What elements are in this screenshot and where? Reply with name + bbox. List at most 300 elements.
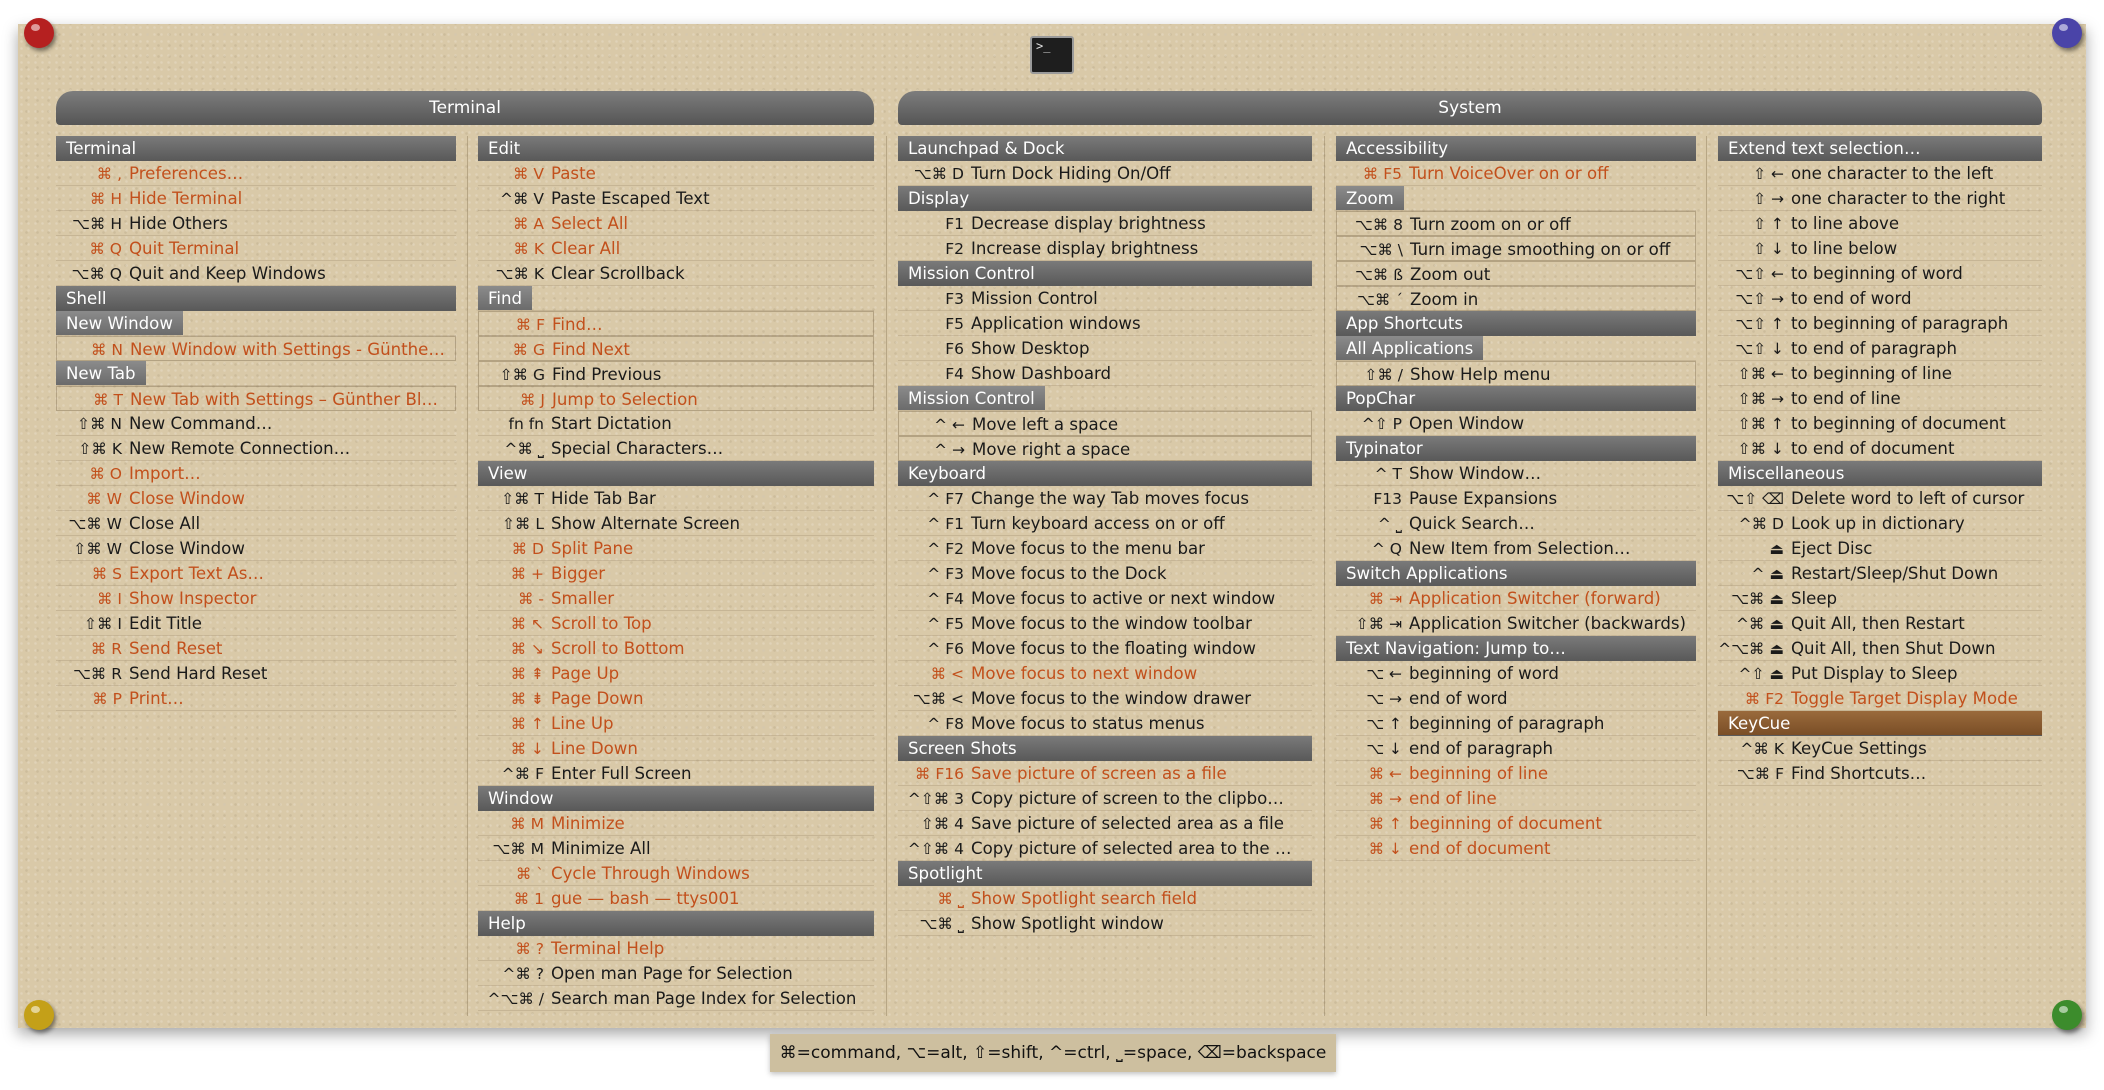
shortcut-label: Paste Escaped Text: [551, 189, 710, 208]
shortcut-keys: F5: [945, 315, 964, 333]
terminal-banner: Terminal: [56, 91, 874, 125]
shortcut-row[interactable]: [1718, 561, 2042, 586]
shortcut-label: Show Spotlight window: [971, 914, 1164, 933]
shortcut-row[interactable]: [1336, 511, 1696, 536]
column-divider: [1706, 136, 1707, 1016]
shortcut-row[interactable]: [56, 586, 456, 611]
shortcut-keys: ⇧ ←: [1753, 165, 1784, 183]
shortcut-label: Find Shortcuts…: [1791, 764, 1927, 783]
shortcut-row[interactable]: [1718, 411, 2042, 436]
shortcut-keys: F2: [945, 240, 964, 258]
shortcut-label: Close Window: [129, 539, 245, 558]
shortcut-label: to end of line: [1791, 389, 1901, 408]
shortcut-label: Find Previous: [552, 365, 662, 384]
section-header: PopChar: [1336, 386, 1696, 411]
shortcut-keys: fn fn: [508, 415, 544, 433]
shortcut-row[interactable]: [898, 336, 1312, 361]
shortcut-keys: ⇧⌘ ←: [1737, 365, 1784, 383]
shortcut-row[interactable]: [56, 486, 456, 511]
shortcut-row[interactable]: [1718, 361, 2042, 386]
subsection-header: Zoom: [1336, 186, 1404, 211]
subsection-row: [56, 311, 456, 336]
shortcut-keys: ^ F3: [927, 565, 964, 583]
shortcut-label: Increase display brightness: [971, 239, 1199, 258]
shortcut-label: Show Alternate Screen: [551, 514, 740, 533]
shortcut-row[interactable]: [56, 436, 456, 461]
shortcut-row[interactable]: [898, 236, 1312, 261]
shortcut-row[interactable]: [478, 636, 874, 661]
shortcut-keys: ⌥ ↑: [1366, 715, 1402, 733]
shortcut-keys: ⇧⌘ ↑: [1737, 415, 1784, 433]
shortcut-row[interactable]: [898, 611, 1312, 636]
shortcut-keys: ⌘ ↓: [510, 740, 544, 758]
shortcut-keys: ⌘ ⇞: [510, 665, 544, 683]
shortcut-keys: ⇧ ↓: [1753, 240, 1784, 258]
shortcut-row[interactable]: [898, 511, 1312, 536]
shortcut-row[interactable]: [1718, 536, 2042, 561]
shortcut-keys: ⌥⌘ 8: [1354, 216, 1403, 234]
shortcut-row[interactable]: [478, 861, 874, 886]
shortcut-label: Open man Page for Selection: [551, 964, 793, 983]
shortcut-row[interactable]: [898, 311, 1312, 336]
shortcut-keys: ⌥⇧ →: [1735, 290, 1784, 308]
shortcut-label: Move focus to next window: [971, 664, 1198, 683]
shortcut-row[interactable]: [898, 211, 1312, 236]
shortcut-row[interactable]: [898, 786, 1312, 811]
shortcut-label: to beginning of line: [1791, 364, 1953, 383]
shortcut-row[interactable]: [1336, 361, 1696, 386]
shortcut-keys: ⌥ ←: [1366, 665, 1402, 683]
shortcut-row[interactable]: [56, 511, 456, 536]
shortcut-row[interactable]: [56, 536, 456, 561]
shortcut-label: Move focus to status menus: [971, 714, 1205, 733]
shortcut-row[interactable]: [478, 186, 874, 211]
shortcut-row[interactable]: [1718, 336, 2042, 361]
shortcut-label: Move focus to active or next window: [971, 589, 1276, 608]
shortcut-label: Save picture of selected area as a file: [971, 814, 1284, 833]
shortcut-keys: ⌘ H: [89, 190, 122, 208]
shortcut-row[interactable]: [898, 886, 1312, 911]
shortcut-keys: ^ F4: [927, 590, 964, 608]
section-header: Extend text selection…: [1718, 136, 2042, 161]
shortcut-label: Split Pane: [551, 539, 634, 558]
shortcut-label: Quick Search…: [1409, 514, 1535, 533]
shortcut-label: Eject Disc: [1791, 539, 1873, 558]
shortcut-row[interactable]: [478, 811, 874, 836]
subsection-row: [898, 386, 1312, 411]
shortcut-label: beginning of document: [1409, 814, 1602, 833]
shortcut-row[interactable]: [56, 636, 456, 661]
subsection-row: [478, 286, 874, 311]
shortcut-keys: ⇧⌘ ⇥: [1355, 615, 1402, 633]
shortcut-label: Start Dictation: [551, 414, 672, 433]
shortcut-row[interactable]: [898, 361, 1312, 386]
shortcut-label: Line Down: [551, 739, 638, 758]
shortcut-row[interactable]: [898, 636, 1312, 661]
shortcut-keys: ⌥⌘ ´: [1356, 291, 1403, 309]
shortcut-row[interactable]: [56, 411, 456, 436]
shortcut-row[interactable]: [1718, 211, 2042, 236]
section-header: Help: [478, 911, 874, 936]
shortcut-row[interactable]: [898, 561, 1312, 586]
shortcut-label: Sleep: [1791, 589, 1838, 608]
shortcut-row[interactable]: [478, 411, 874, 436]
shortcut-row[interactable]: [898, 536, 1312, 561]
shortcut-keys: ⌥⌘ R: [72, 665, 122, 683]
shortcut-label: to line below: [1791, 239, 1898, 258]
shortcut-row[interactable]: [1718, 661, 2042, 686]
shortcut-row[interactable]: [1336, 286, 1696, 311]
column-divider: [1324, 136, 1325, 1016]
shortcut-row[interactable]: [1336, 486, 1696, 511]
shortcut-row[interactable]: [1718, 761, 2042, 786]
shortcut-row[interactable]: [478, 886, 874, 911]
shortcut-row[interactable]: [898, 661, 1312, 686]
terminal-app-icon: >_: [1030, 36, 1074, 74]
shortcut-keys: ⌘ 1: [513, 890, 544, 908]
section-header: Switch Applications: [1336, 561, 1696, 586]
section-header: KeyCue: [1718, 711, 2042, 736]
shortcut-label: Show Window…: [1409, 464, 1542, 483]
shortcut-label: Zoom out: [1410, 265, 1491, 284]
shortcut-keys: ⌘ ↖: [510, 615, 544, 633]
shortcut-keys: ^⌘ ?: [502, 965, 544, 983]
shortcut-row[interactable]: [1336, 161, 1696, 186]
shortcut-row[interactable]: [478, 736, 874, 761]
shortcut-row[interactable]: [478, 686, 874, 711]
shortcut-row[interactable]: [478, 211, 874, 236]
shortcut-keys: ^⌘ ⏏: [1735, 615, 1784, 633]
shortcut-keys: ⇧⌘ 4: [920, 815, 964, 833]
shortcut-label: Move right a space: [972, 440, 1131, 459]
shortcut-row[interactable]: [478, 661, 874, 686]
shortcut-row[interactable]: [56, 236, 456, 261]
shortcut-keys: ⌥⌘ H: [72, 215, 122, 233]
shortcut-row[interactable]: [898, 711, 1312, 736]
section-header: Mission Control: [898, 261, 1312, 286]
shortcut-keys: ⌥⌘ <: [912, 690, 964, 708]
shortcut-keys: ⌥⌘ ß: [1354, 266, 1403, 284]
shortcut-keys: ⌥⇧ ↓: [1735, 340, 1784, 358]
shortcut-label: Save picture of screen as a file: [971, 764, 1227, 783]
shortcut-keys: F4: [945, 365, 964, 383]
shortcut-row[interactable]: [1336, 686, 1696, 711]
shortcut-label: Hide Tab Bar: [551, 489, 656, 508]
shortcut-label: Show Help menu: [1410, 365, 1551, 384]
shortcut-keys: ^⌥⌘ ⏏: [1718, 640, 1784, 658]
shortcut-row[interactable]: [1336, 736, 1696, 761]
shortcut-row[interactable]: [1718, 186, 2042, 211]
shortcut-keys: ⌥⌘ F: [1736, 765, 1784, 783]
shortcut-row[interactable]: [478, 161, 874, 186]
shortcut-row[interactable]: [898, 436, 1312, 461]
shortcut-keys: ⌘ ⎵: [937, 890, 964, 908]
shortcut-keys: ⏏: [1769, 540, 1784, 558]
shortcut-keys: ⇧⌘ ↓: [1737, 440, 1784, 458]
shortcut-keys: F1: [945, 215, 964, 233]
shortcut-label: Move left a space: [972, 415, 1119, 434]
shortcut-label: Mission Control: [971, 289, 1098, 308]
shortcut-label: Page Up: [551, 664, 620, 683]
shortcut-keys: ⌥⌘ Q: [71, 265, 122, 283]
shortcut-row[interactable]: [478, 836, 874, 861]
shortcut-label: New Tab with Settings – Günther Bl…: [130, 390, 439, 409]
shortcut-row[interactable]: [56, 161, 456, 186]
shortcut-keys: ⇧⌘ →: [1737, 390, 1784, 408]
shortcut-row[interactable]: [898, 411, 1312, 436]
shortcut-row[interactable]: [1718, 611, 2042, 636]
shortcut-row[interactable]: [478, 761, 874, 786]
shortcut-label: Application Switcher (forward): [1409, 589, 1661, 608]
shortcut-label: Pause Expansions: [1409, 489, 1558, 508]
shortcut-row[interactable]: [478, 986, 874, 1011]
shortcut-label: end of document: [1409, 839, 1551, 858]
shortcut-row[interactable]: [1336, 261, 1696, 286]
shortcut-label: Scroll to Bottom: [551, 639, 685, 658]
section-header: Typinator: [1336, 436, 1696, 461]
shortcut-label: Hide Others: [129, 214, 228, 233]
subsection-header: All Applications: [1336, 336, 1483, 361]
shortcut-row[interactable]: [898, 811, 1312, 836]
shortcut-keys: ^⇧⌘ 3: [907, 790, 964, 808]
shortcut-row[interactable]: [1336, 786, 1696, 811]
shortcut-keys: ⌘ D: [511, 540, 544, 558]
shortcut-label: Move focus to the Dock: [971, 564, 1167, 583]
shortcut-label: New Item from Selection…: [1409, 539, 1631, 558]
shortcut-label: Open Window: [1409, 414, 1525, 433]
section-header: Keyboard: [898, 461, 1312, 486]
shortcut-row[interactable]: [56, 261, 456, 286]
shortcut-label: beginning of word: [1409, 664, 1559, 683]
shortcut-row[interactable]: [56, 686, 456, 711]
shortcut-row[interactable]: [1718, 511, 2042, 536]
subsection-header: New Tab: [56, 361, 146, 386]
shortcut-label: Hide Terminal: [129, 189, 243, 208]
shortcut-row[interactable]: [478, 486, 874, 511]
shortcut-row[interactable]: [478, 936, 874, 961]
shortcut-row[interactable]: [56, 186, 456, 211]
shortcut-row[interactable]: [56, 461, 456, 486]
shortcut-keys: ⌘ S: [91, 565, 122, 583]
shortcut-row[interactable]: [1718, 586, 2042, 611]
shortcut-keys: ⌘ I: [97, 590, 122, 608]
shortcut-label: to beginning of word: [1791, 264, 1963, 283]
shortcut-label: Clear All: [551, 239, 621, 258]
shortcut-keys: ⇧⌘ K: [78, 440, 122, 458]
shortcut-label: Move focus to the window drawer: [971, 689, 1252, 708]
shortcut-row[interactable]: [478, 961, 874, 986]
shortcut-row[interactable]: [478, 236, 874, 261]
shortcut-keys: ⌥ →: [1366, 690, 1402, 708]
shortcut-keys: ⌥⌘ K: [495, 265, 544, 283]
shortcut-row[interactable]: [56, 211, 456, 236]
shortcut-row[interactable]: [478, 711, 874, 736]
shortcut-row[interactable]: [1718, 736, 2042, 761]
shortcut-row[interactable]: [898, 161, 1312, 186]
section-header: Terminal: [56, 136, 456, 161]
shortcut-label: Send Hard Reset: [129, 664, 268, 683]
shortcut-row[interactable]: [1718, 261, 2042, 286]
shortcut-label: Import…: [129, 464, 201, 483]
shortcut-label: Preferences…: [129, 164, 244, 183]
shortcut-label: Toggle Target Display Mode: [1791, 689, 2018, 708]
shortcut-row[interactable]: [56, 386, 456, 411]
shortcut-keys: ^ F6: [927, 640, 964, 658]
shortcut-label: Edit Title: [129, 614, 202, 633]
shortcut-keys: ⌘ ⇥: [1368, 590, 1402, 608]
shortcut-row[interactable]: [478, 261, 874, 286]
shortcut-label: Delete word to left of cursor: [1791, 489, 2025, 508]
shortcut-row[interactable]: [1336, 536, 1696, 561]
section-header: Launchpad & Dock: [898, 136, 1312, 161]
shortcut-label: beginning of line: [1409, 764, 1549, 783]
shortcut-label: Decrease display brightness: [971, 214, 1206, 233]
shortcut-keys: ^ ←: [934, 416, 965, 434]
pushpin-yellow-icon: [24, 1000, 54, 1030]
shortcut-row[interactable]: [478, 386, 874, 411]
shortcut-label: beginning of paragraph: [1409, 714, 1605, 733]
shortcut-keys: ⌘ A: [512, 215, 544, 233]
shortcut-keys: ⌘ K: [513, 240, 544, 258]
shortcut-row[interactable]: [1718, 311, 2042, 336]
shortcut-keys: ⌘ F16: [914, 765, 964, 783]
shortcut-label: Find…: [552, 315, 603, 334]
shortcut-keys: ⌥ ↓: [1366, 740, 1402, 758]
shortcut-keys: ⇧⌘ W: [73, 540, 122, 558]
shortcut-row[interactable]: [1718, 286, 2042, 311]
shortcut-keys: F3: [945, 290, 964, 308]
shortcut-label: to beginning of document: [1791, 414, 2006, 433]
shortcut-keys: ⌘ ,: [96, 165, 122, 183]
shortcut-row[interactable]: [478, 561, 874, 586]
shortcut-label: Show Dashboard: [971, 364, 1112, 383]
shortcut-row[interactable]: [1336, 711, 1696, 736]
shortcut-keys: ⌥⌘ ⏏: [1731, 590, 1784, 608]
shortcut-row[interactable]: [1718, 486, 2042, 511]
shortcut-label: one character to the right: [1791, 189, 2006, 208]
shortcut-label: Turn Dock Hiding On/Off: [971, 164, 1171, 183]
shortcut-keys: ^ F7: [927, 490, 964, 508]
section-header: Display: [898, 186, 1312, 211]
shortcut-label: New Remote Connection…: [129, 439, 351, 458]
shortcut-row[interactable]: [1336, 586, 1696, 611]
shortcut-label: to end of paragraph: [1791, 339, 1958, 358]
shortcut-column-4: [1336, 136, 1696, 861]
section-header: App Shortcuts: [1336, 311, 1696, 336]
shortcut-keys: ⌘ F2: [1744, 690, 1784, 708]
shortcut-label: Print…: [129, 689, 184, 708]
shortcut-row[interactable]: [1336, 461, 1696, 486]
shortcut-label: Quit and Keep Windows: [129, 264, 326, 283]
shortcut-row[interactable]: [898, 486, 1312, 511]
shortcut-row[interactable]: [1718, 436, 2042, 461]
shortcut-row[interactable]: [898, 911, 1312, 936]
shortcut-label: Scroll to Top: [551, 614, 652, 633]
shortcut-label: end of line: [1409, 789, 1497, 808]
shortcut-label: Select All: [551, 214, 629, 233]
shortcut-label: gue — bash — ttys001: [551, 889, 740, 908]
shortcut-row[interactable]: [56, 561, 456, 586]
shortcut-label: Show Inspector: [129, 589, 257, 608]
shortcut-row[interactable]: [478, 586, 874, 611]
shortcut-row[interactable]: [1336, 211, 1696, 236]
shortcut-keys: ⌘ T: [93, 391, 123, 409]
modifier-legend: ⌘=command, ⌥=alt, ⇧=shift, ^=ctrl, ⎵=space, ⌫=backspace: [770, 1034, 1336, 1072]
shortcut-keys: ^⌥⌘ /: [487, 990, 544, 1008]
shortcut-label: Turn VoiceOver on or off: [1409, 164, 1609, 183]
shortcut-label: Special Characters…: [551, 439, 724, 458]
shortcut-label: Clear Scrollback: [551, 264, 685, 283]
shortcut-row[interactable]: [1336, 236, 1696, 261]
shortcut-label: Move focus to the menu bar: [971, 539, 1205, 558]
shortcut-row[interactable]: [478, 336, 874, 361]
shortcut-keys: ⌥⌘ D: [913, 165, 964, 183]
shortcut-row[interactable]: [1718, 386, 2042, 411]
shortcut-row[interactable]: [898, 761, 1312, 786]
shortcut-row[interactable]: [56, 661, 456, 686]
shortcut-row[interactable]: [478, 536, 874, 561]
shortcut-label: Close All: [129, 514, 201, 533]
shortcut-row[interactable]: [56, 611, 456, 636]
shortcut-row[interactable]: [1336, 661, 1696, 686]
shortcut-label: Enter Full Screen: [551, 764, 692, 783]
shortcut-keys: ⌥⇧ ←: [1735, 265, 1784, 283]
shortcut-label: Turn image smoothing on or off: [1410, 240, 1671, 259]
shortcut-row[interactable]: [898, 836, 1312, 861]
shortcut-row[interactable]: [1718, 636, 2042, 661]
shortcut-keys: F6: [945, 340, 964, 358]
shortcut-keys: ⌘ O: [89, 465, 122, 483]
shortcut-keys: ⌘ P: [92, 690, 122, 708]
shortcut-row[interactable]: [898, 686, 1312, 711]
shortcut-label: Show Spotlight search field: [971, 889, 1198, 908]
shortcut-label: Minimize: [551, 814, 625, 833]
shortcut-keys: ⌥⇧ ⌫: [1726, 490, 1784, 508]
shortcut-keys: ^⇧ ⏏: [1738, 665, 1784, 683]
shortcut-row[interactable]: [1336, 761, 1696, 786]
subsection-row: [1336, 336, 1696, 361]
shortcut-row[interactable]: [1336, 811, 1696, 836]
shortcut-row[interactable]: [898, 286, 1312, 311]
section-header: Screen Shots: [898, 736, 1312, 761]
shortcut-keys: ⌘ -: [517, 590, 544, 608]
subsection-header: New Window: [56, 311, 183, 336]
shortcut-row[interactable]: [1336, 836, 1696, 861]
shortcut-row[interactable]: [1718, 686, 2042, 711]
shortcut-keys: ^ F8: [927, 715, 964, 733]
shortcut-row[interactable]: [1718, 236, 2042, 261]
shortcut-label: Page Down: [551, 689, 644, 708]
shortcut-label: Quit Terminal: [129, 239, 240, 258]
shortcut-row[interactable]: [1336, 611, 1696, 636]
shortcut-row[interactable]: [478, 311, 874, 336]
shortcut-keys: ⌘ Q: [89, 240, 122, 258]
shortcut-row[interactable]: [56, 336, 456, 361]
shortcut-keys: ⌘ G: [512, 341, 545, 359]
shortcut-row[interactable]: [478, 511, 874, 536]
shortcut-row[interactable]: [1336, 411, 1696, 436]
shortcut-row[interactable]: [478, 436, 874, 461]
shortcut-row[interactable]: [478, 611, 874, 636]
shortcut-keys: ⇧⌘ L: [501, 515, 544, 533]
column-divider: [467, 136, 468, 1016]
shortcut-row[interactable]: [898, 586, 1312, 611]
shortcut-label: Move focus to the window toolbar: [971, 614, 1252, 633]
shortcut-row[interactable]: [478, 361, 874, 386]
shortcut-keys: ⌘ J: [520, 391, 545, 409]
shortcut-keys: ^ F5: [927, 615, 964, 633]
shortcut-row[interactable]: [1718, 161, 2042, 186]
